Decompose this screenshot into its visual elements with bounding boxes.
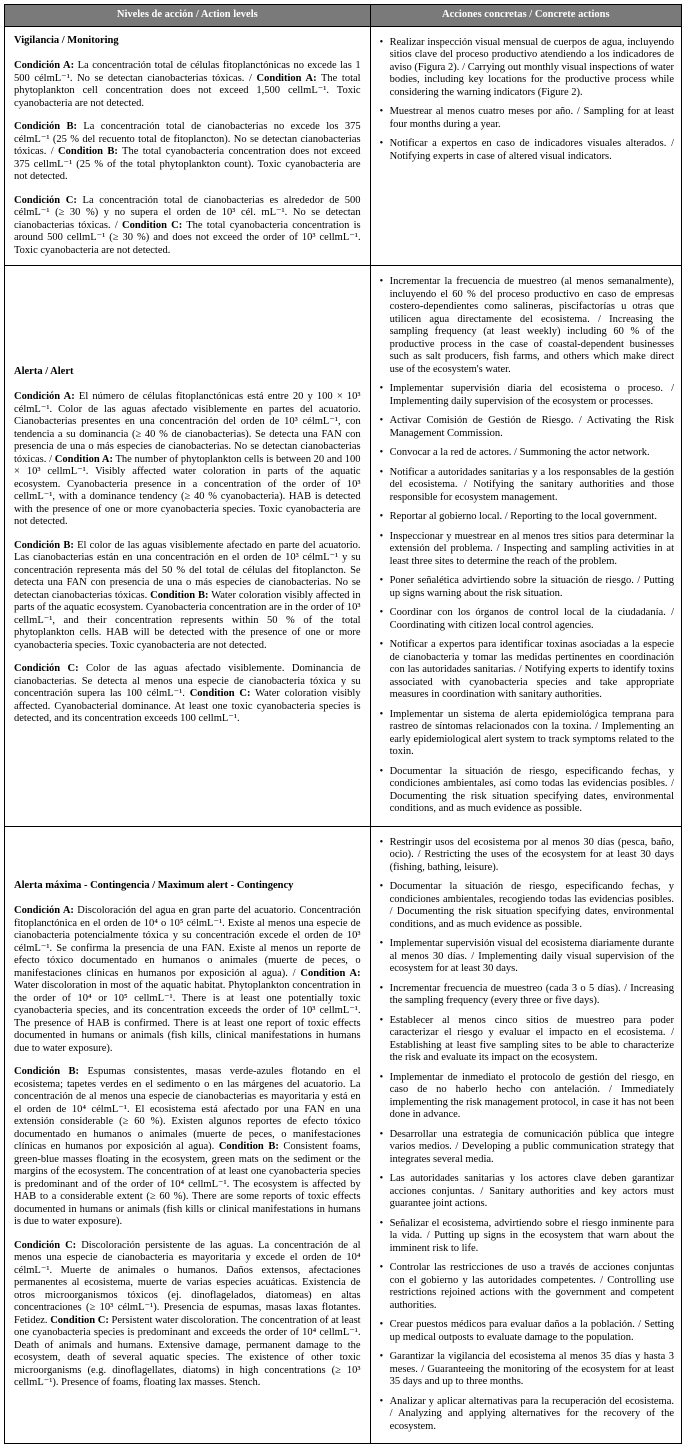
concrete-actions-cell (370, 266, 681, 827)
bullet-icon: • (379, 415, 384, 427)
action-item (380, 276, 674, 376)
action-text: Notificar a expertos en caso de indicadores visuales alterados. / Notifying experts in case of altered visual indicators. (389, 138, 674, 162)
action-item (380, 383, 674, 408)
condition-text: La concentración total de cianobacterias no excede los 375 célmL⁻¹ (25 % del recuento total de fitoplancton). No se detectan cianobacterias tóxicas. / (14, 121, 361, 158)
action-item (380, 1072, 674, 1122)
condition-text: Water coloration visibly affected. Cyanobacterial dominance. At least one toxic cyanobacteria species is detected, and its concentration exceeds 100 cellmL⁻¹. (14, 688, 361, 725)
bullet-icon: • (379, 1351, 384, 1363)
condition-text: Discoloración del agua en gran parte del acuatorio. Concentración fitoplanctónica en el orden de 10⁴ o 10⁵ célmL⁻¹. Existe al menos una especie de cianobacteria potencialmente tóxica y su concentración excede el orden de 10³ célmL⁻¹. Se confirma la presencia de una FAN. Existe al menos un reporte de efecto tóxico documentado en humanos o animales (muerte de peces, o manifestaciones clínicas en humanos por exposición al agua). / (14, 905, 361, 979)
condition-paragraph (14, 121, 361, 184)
condition-label: Condición B: (14, 1066, 80, 1078)
action-text: Analizar y aplicar alternativas para la recuperación del ecosistema. / Analyzing and applying alternatives for the recovery of the ecosystem. (389, 1395, 674, 1432)
action-level-cell (5, 826, 371, 1444)
action-item (380, 106, 674, 131)
table-body (5, 26, 682, 1444)
condition-label: Condición C: (14, 194, 77, 206)
action-item (380, 1129, 674, 1167)
bullet-icon: • (379, 106, 384, 118)
condition-text: Water coloration visibly affected in parts of the aquatic ecosystem. Cyanobacteria concentration are in the order of 10³ cellmL⁻¹, and their concentration represents within 50 % of the total phytoplankton cells. HAB will be detected with the presence of one or more cyanobacteria species. Toxic cyanobacteria are not detected. (14, 589, 361, 651)
condition-paragraph (14, 905, 361, 1055)
bullet-icon: • (379, 639, 384, 651)
condition-text: Espumas consistentes, masas verde-azules flotando en el ecosistema; tapetes verdes en el sedimento o en las márgenes del acuatorio. La concentración de al menos una especie de cianobacterias es mayoritaria y está en el orden de 10⁴ célmL⁻¹. El ecosistema está afectado por una FAN en una extensión considerable (≥ 60 %). Existen algunos reportes de efecto tóxico documentado en humanos o animales (muerte de peces, o manifestaciones clínicas en humanos por exposición al agua). (14, 1066, 361, 1153)
condition-text: La concentración total de células fitoplanctónicas no excede las 1 500 célmL⁻¹. No se detectan cianobacterias tóxicas. / (14, 60, 361, 84)
action-text: Implementar un sistema de alerta epidemiológica temprana para rastreo de síntomas relacionados con la toxina. / Implementing an early epidemiological alert system to track symptoms related to the toxin. (389, 708, 674, 758)
bullet-icon: • (379, 1262, 384, 1274)
bullet-icon: • (379, 530, 384, 542)
bullet-icon: • (379, 607, 384, 619)
action-item (380, 575, 674, 600)
action-item (380, 1015, 674, 1065)
section-heading: Alerta máxima - Contingencia / Maximum alert - Contingency (14, 879, 294, 891)
condition-label: Condition C: (122, 219, 183, 231)
section-heading: Vigilancia / Monitoring (14, 34, 119, 46)
action-item (380, 1173, 674, 1211)
section-row (5, 26, 682, 266)
header-row (5, 5, 682, 27)
condition-text: El número de células fitoplanctónicas está entre 20 y 100 × 10³ célmL⁻¹. Color de las aguas afectado visiblemente en partes del acuatorio. Cianobacterias presentes en una concentración del orden de 10³ célmL⁻¹, con tendencia a su dominancia (≥ 40 % de cianobacterias). Se detecta una FAN con presencia de una o más especies de cianobacterias. No se detectan cianobacterias tóxicas. / (14, 391, 361, 465)
bullet-icon: • (379, 765, 384, 777)
action-text: Implementar supervisión diaria del ecosistema o proceso. / Implementing daily supervision of the ecosystem or processes. (389, 383, 674, 407)
action-text: Crear puestos médicos para evaluar daños a la población. / Setting up medical outposts to evaluate damage to the population. (389, 1319, 674, 1343)
condition-label: Condition B: (58, 146, 118, 158)
action-item (380, 467, 674, 505)
condition-paragraph (14, 60, 361, 110)
condition-label: Condition A: (54, 453, 113, 465)
action-text: Controlar las restricciones de uso a través de acciones conjuntas con el gobierno y las autoridades competentes. / Controlling use restrictions rejoined actions with the government and competent authorities. (389, 1262, 674, 1311)
action-item (380, 983, 674, 1008)
bullet-icon: • (379, 138, 384, 150)
action-item (380, 607, 674, 632)
action-item (380, 766, 674, 816)
action-text: Desarrollar una estrategia de comunicación pública que integre varios medios. / Developing a public communication strategy that integrates several media. (389, 1128, 674, 1165)
action-text: Documentar la situación de riesgo, especificando fechas, y condiciones ambientales, así como todas las evidencias posibles. / Documenting the risk situation specifying dates, environmental conditions, and as much evidence as possible. (389, 765, 674, 815)
section-row (5, 826, 682, 1444)
condition-paragraph (14, 1240, 361, 1390)
action-item (380, 511, 674, 524)
action-text: Inspeccionar y muestrear en al menos tres sitios para determinar la extensión del problema. / Inspecting and sampling activities in at least three sites to determine the reach of the problem. (389, 530, 674, 567)
table-header (5, 5, 682, 27)
condition-text: Persistent water discoloration. The concentration of at least one cyanobacteria species is predominant and exceeds the order of 10⁴ cellmL⁻¹. Death of animals and humans. Extensive damage, permanent damage to the ecosystem, death of several aquatic species. The existence of other toxic microorganisms (e.g. dinoflagellates, diatoms) in high concentrations (≥ 10³ cellmL⁻¹). Presence of foams, floating lax masses. Stench. (14, 1314, 361, 1389)
action-item (380, 1218, 674, 1256)
action-text: Coordinar con los órganos de control local de la ciudadanía. / Coordinating with citizen local control agencies. (389, 607, 674, 631)
action-item (380, 1319, 674, 1344)
actions-list (380, 276, 674, 816)
condition-label: Condición A: (14, 60, 75, 72)
condition-label: Condition A: (256, 72, 317, 84)
bullet-icon: • (379, 1071, 384, 1083)
bullet-icon: • (379, 1014, 384, 1026)
action-text: Documentar la situación de riesgo, especificando fechas, y condiciones ambientales, recogiendo todas las evidencias posibles. / Documenting the risk situation specifying dates, environmental conditions, and as much evidence as possible. (389, 881, 674, 930)
action-item (380, 938, 674, 976)
bullet-icon: • (379, 447, 384, 459)
action-text: Notificar a expertos para identificar toxinas asociadas a la especie de cianobacteria y tomar las medidas pertinentes en coordinación con las autoridades sanitarias. / Notifying experts to identify toxins associated with cyanobacteria species and take appropriate measures in coordination with sanitary authorities. (389, 639, 674, 701)
action-text: Implementar supervisión visual del ecosistema diariamente durante al menos 30 días. / Implementing daily visual supervision of the ecosystem for at least 30 days. (389, 938, 674, 975)
condition-label: Condition B: (218, 1141, 279, 1153)
action-text: Incrementar frecuencia de muestreo (cada 3 o 5 días). / Increasing the sampling frequency (every three or five days). (389, 982, 674, 1007)
bullet-icon: • (379, 1319, 384, 1331)
bullet-icon: • (379, 708, 384, 720)
action-item (380, 639, 674, 702)
action-item (380, 447, 674, 460)
condition-label: Condition B: (150, 589, 209, 601)
section-row (5, 266, 682, 827)
condition-label: Condition C: (50, 1314, 109, 1326)
header-cell-concrete-actions: Acciones concretas / Concrete actions (370, 5, 681, 27)
bullet-icon: • (379, 938, 384, 950)
condition-label: Condición B: (14, 121, 77, 133)
condition-paragraph (14, 540, 361, 653)
action-text: Activar Comisión de Gestión de Riesgo. / Activating the Risk Management Commission. (389, 415, 674, 439)
action-level-cell (5, 266, 371, 827)
section-heading: Alerta / Alert (14, 365, 74, 377)
condition-text: La concentración total de cianobacterias es alrededor de 500 célmL⁻¹ (≥ 30 %) y no supera el orden de 10³ cél. mL⁻¹. No se detectan cianobacterias tóxicas. / (14, 194, 361, 231)
action-item (380, 415, 674, 440)
condition-paragraph (14, 663, 361, 726)
bullet-icon: • (379, 36, 384, 48)
bullet-icon: • (379, 1128, 384, 1140)
condition-label: Condición A: (14, 905, 74, 917)
condition-text: Color de las aguas afectado visiblemente. Dominancia de cianobacterias. Se detecta al menos una especie de cianobacteria tóxica y su concentración supera las 100 célmL⁻¹. (14, 663, 361, 700)
bullet-icon: • (379, 276, 384, 288)
bullet-icon: • (379, 881, 384, 893)
action-levels-table (4, 4, 682, 1444)
action-text: Restringir usos del ecosistema por al menos 30 días (pesca, baño, ocio). / Restricting the uses of the ecosystem for at least 30 days (fishing, bathing, leisure). (389, 836, 674, 873)
action-text: Incrementar la frecuencia de muestreo (al menos semanalmente), incluyendo el 60 % del proceso productivo en caso de empresas costero-dependientes como salineras, piscifactorías u otras que utilicen agua directamente del ecosistema. / Increasing the sampling frequency (at least weekly) including 60 % of the productive process in the case of coastal-dependent businesses such as salt producers, fish farms, and others which make direct use of the ecosystem's water. (389, 276, 674, 375)
condition-text: The total phytoplankton cell concentration does not exceed 1,500 cellmL⁻¹. Toxic cyanobacteria are not detected. (14, 72, 361, 109)
bullet-icon: • (379, 383, 384, 395)
bullet-icon: • (379, 1395, 384, 1407)
action-item (380, 709, 674, 759)
bullet-icon: • (379, 836, 384, 848)
condition-label: Condition A: (300, 967, 361, 979)
action-item (380, 837, 674, 875)
bullet-icon: • (379, 466, 384, 478)
action-text: Muestrear al menos cuatro meses por año. / Sampling for at least four months during a year. (389, 106, 674, 130)
condition-text: The number of phytoplankton cells is between 20 and 100 × 10³ cellmL⁻¹. Visibly affected water coloration in parts of the aquatic ecosystem. Cyanobacteria presence in a concentration of the order of 10³ cellmL⁻¹, with a dominance tendency (≥ 40 % cyanobacteria). HAB is detected with the presence of one or more cyanobacteria species. Toxic cyanobacteria are not detected. (14, 453, 361, 528)
action-text: Convocar a la red de actores. / Summoning the actor network. (389, 447, 650, 459)
action-item (380, 531, 674, 569)
condition-label: Condition C: (189, 688, 251, 700)
condition-label: Condición C: (14, 1239, 77, 1251)
action-text: Implementar de inmediato el protocolo de gestión del riesgo, en caso de no haberlo hecho con antelación. / Immediately implementing the risk management protocol, in case it has not been done in advance. (389, 1071, 674, 1121)
bullet-icon: • (379, 1217, 384, 1229)
action-item (380, 138, 674, 163)
action-item (380, 881, 674, 931)
action-text: Establecer al menos cinco sitios de muestreo para poder caracterizar el riesgo y evaluar el impacto en el ecosistema. / Establishing at least five sampling sites to be able to characterize the risk and evaluate its impact on the ecosystem. (389, 1014, 674, 1064)
condition-label: Condición A: (14, 391, 75, 403)
action-item (380, 37, 674, 100)
condition-text: Discoloración persistente de las aguas. La concentración de al menos una especie de cianobacteria es mayoritaria y excede el orden de 10⁴ célmL⁻¹. Muerte de animales o humanos. Daños extensos, afectaciones permanentes al ecosistema, muerte de varias especies acuáticas. Existencia de otros microorganismos tóxicos (ej. dinoflagelados, diatomeas) en altas concentraciones (≥ 10³ célmL⁻¹). Presencia de espumas, masas laxas flotantes. Fetidez. (14, 1239, 361, 1326)
concrete-actions-cell (370, 26, 681, 266)
actions-list (380, 837, 674, 1434)
bullet-icon: • (379, 1173, 384, 1185)
condition-paragraph (14, 391, 361, 529)
condition-paragraph (14, 195, 361, 258)
condition-text: Water discoloration in most of the aquatic habitat. Phytoplankton concentration in the order of 10⁴ or 10⁵ cellmL⁻¹. There is at least one potentially toxic cyanobacteria species, and its concentration exceeds the order of 10³ cellmL⁻¹. The presence of HAB is confirmed. There is at least one report of toxic effects documented in humans or animals (fish kills, clinical manifestations in humans due to water exposure). (14, 980, 361, 1054)
condition-label: Condición B: (14, 539, 74, 551)
bullet-icon: • (379, 575, 384, 587)
action-text: Reportar al gobierno local. / Reporting to the local government. (389, 511, 657, 523)
action-item (380, 1351, 674, 1389)
bullet-icon: • (379, 511, 384, 523)
condition-text: The total cyanobacteria concentration does not exceed 375 cellmL⁻¹ (25 % of the total phytoplankton count). Toxic cyanobacteria are not detected. (14, 146, 361, 183)
action-text: Poner señalética advirtiendo sobre la situación de riesgo. / Putting up signs warning about the risk situation. (389, 575, 674, 599)
condition-label: Condición C: (14, 663, 79, 675)
action-text: Realizar inspección visual mensual de cuerpos de agua, incluyendo sitios clave del proceso productivo atendiendo a los indicadores de aviso (Figura 2). / Carrying out monthly visual inspections of water bodies, including key locations for the productive process while considering the warning indicators (Figure 2). (389, 36, 674, 98)
header-cell-action-levels: Niveles de acción / Action levels (5, 5, 371, 27)
action-level-cell (5, 26, 371, 266)
action-text: Señalizar el ecosistema, advirtiendo sobre el riesgo inminente para la vida. / Putting up signs in the ecosystem that warn about the imminent risk to life. (389, 1217, 674, 1254)
condition-text: El color de las aguas visiblemente afectado en parte del acuatorio. Las cianobacterias están en una concentración en el orden de 10³ célmL⁻¹ y su concentración representa más del 50 % del total de células del fitoplancton. Se detecta una FAN con presencia de una o más especies de cianobacterias. No se detectan cianobacterias tóxicas. (14, 539, 361, 601)
action-item (380, 1396, 674, 1434)
condition-text: The total cyanobacteria concentration is around 500 cellmL⁻¹ (≥ 30 %) and does not exceed the order of 10³ cellmL⁻¹. Toxic cyanobacteria are not detected. (14, 219, 361, 256)
concrete-actions-cell (370, 826, 681, 1444)
condition-text: Consistent foams, green-blue masses floating in the ecosystem, green mats on the sediment or the margins of the ecosystem. The concentration of at least one cyanobacteria species is predominant and of the order of 10⁴ cellmL⁻¹. The ecosystem is affected by HAB to a considerable extent (≥ 60 %). There are some reports of toxic effects documented in humans or animals (fish kills or clinical manifestations in humans is due to water exposure). (14, 1141, 361, 1228)
action-item (380, 1262, 674, 1312)
condition-paragraph (14, 1066, 361, 1229)
actions-list (380, 37, 674, 164)
action-text: Notificar a autoridades sanitarias y a los responsables de la gestión del ecosistema. / Notifying the sanitary authorities and those responsible for ecosystem management. (389, 466, 674, 503)
action-text: Las autoridades sanitarias y los actores clave deben garantizar acciones conjuntas. / Sanitary authorities and key actors must guarantee joint actions. (389, 1173, 674, 1210)
bullet-icon: • (379, 982, 384, 994)
action-text: Garantizar la vigilancia del ecosistema al menos 35 días y hasta 3 meses. / Guaranteeing the monitoring of the ecosystem for at least 35 days and up to three months. (389, 1351, 674, 1388)
